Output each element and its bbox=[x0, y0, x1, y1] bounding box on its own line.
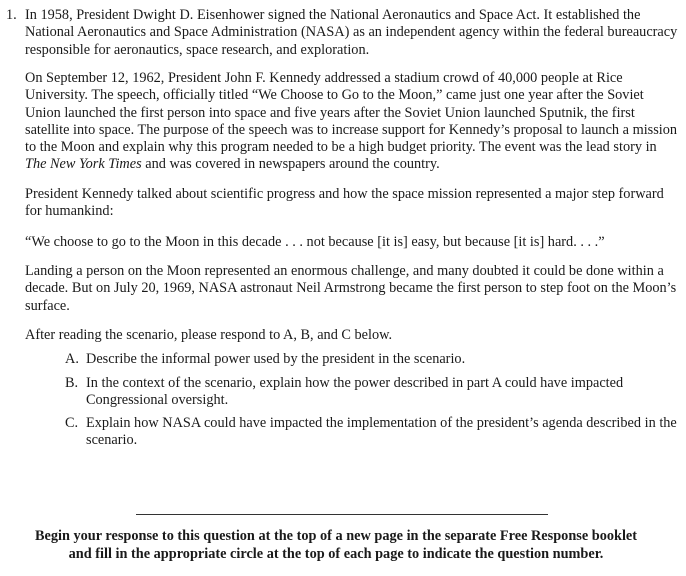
response-instructions bbox=[0, 528, 672, 563]
part-a-letter: A. bbox=[65, 351, 79, 367]
part-c-letter: C. bbox=[65, 415, 79, 431]
newspaper-title: The New York Times bbox=[25, 156, 142, 173]
part-a-text: Describe the informal power used by the president in the scenario. bbox=[86, 351, 466, 367]
paragraph-kennedy-speech bbox=[25, 70, 681, 174]
instructions-line-1: Begin your response to this question at the top of a new page in the separate Free Response booklet bbox=[34, 528, 638, 544]
paragraph-kennedy-speech-text-1: On September 12, 1962, President John F. Kennedy addressed a stadium crowd of 40,000 people at Rice University. The speech, officially titled “We Choose to Go to the Moon,” came just one year after the Soviet Union launched the first person into space and five years after the Soviet Union launched Sputnik, the first satellite into space. The purpose of the speech was to increase support for Kennedy’s proposal to launch a mission to the Moon and explain why this program needed to be a high budget priority. The event was the lead story in bbox=[25, 70, 678, 156]
part-b-text: In the context of the scenario, explain how the power described in part A could have impacted Congressional oversight. bbox=[86, 375, 624, 409]
part-a bbox=[65, 351, 677, 368]
question-number: 1. bbox=[6, 7, 17, 23]
response-prompt: After reading the scenario, please respond to A, B, and C below. bbox=[25, 327, 393, 343]
speech-quote: “We choose to go to the Moon in this decade . . . not because [it is] easy, but because [it is] hard. . . .” bbox=[25, 234, 605, 250]
paragraph-scientific-progress: President Kennedy talked about scientific progress and how the space mission represented a major step forward for humankind: bbox=[25, 186, 664, 220]
divider-line bbox=[136, 514, 548, 515]
part-c bbox=[65, 415, 677, 450]
paragraph-moon-landing: Landing a person on the Moon represented an enormous challenge, and many doubted it could be done within a decade. But on July 20, 1969, NASA astronaut Neil Armstrong became the first person to step foot on the Moon’s surface. bbox=[25, 263, 677, 314]
part-b-letter: B. bbox=[65, 375, 79, 391]
part-c-text: Explain how NASA could have impacted the implementation of the president’s agenda described in the scenario. bbox=[86, 415, 677, 449]
part-b bbox=[65, 375, 677, 410]
instructions-line-2: and fill in the appropriate circle at the top of each page to indicate the question number. bbox=[68, 545, 604, 562]
paragraph-kennedy-speech-text-2: and was covered in newspapers around the country. bbox=[141, 156, 440, 173]
paragraph-nasa-act: In 1958, President Dwight D. Eisenhower signed the National Aeronautics and Space Act. It established the National Aeronautics and Space Administration (NASA) as an independent agency within the federal bureaucracy responsible for aeronautics, space research, and exploration. bbox=[25, 7, 678, 58]
